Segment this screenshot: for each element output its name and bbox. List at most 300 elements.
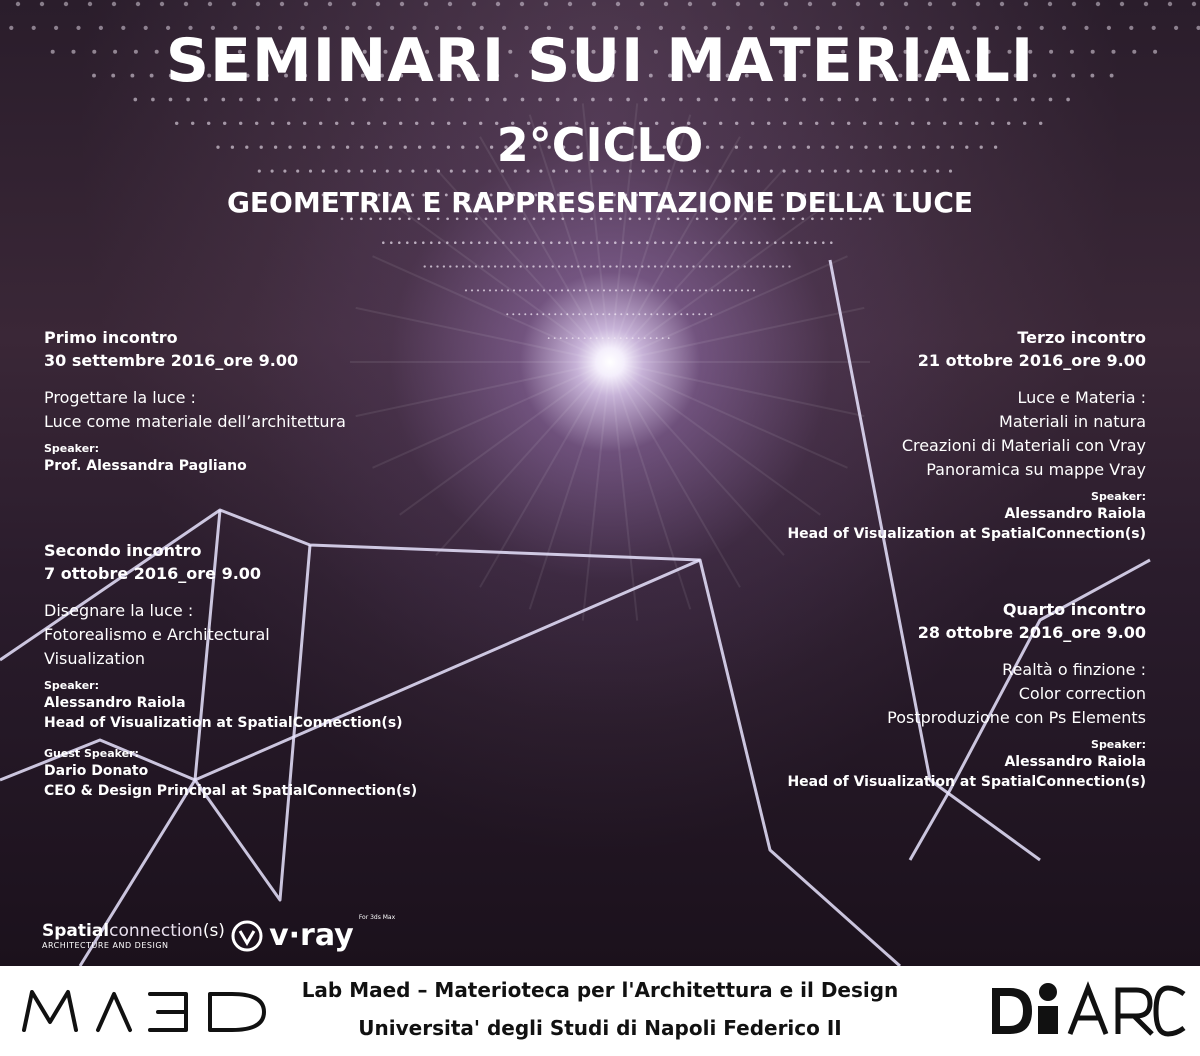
light-point — [662, 313, 664, 315]
light-point — [555, 289, 557, 291]
meeting-title: Quarto incontro — [1002, 600, 1146, 619]
light-point — [686, 313, 688, 315]
light-point — [477, 289, 479, 291]
light-point — [574, 241, 577, 244]
light-point — [808, 2, 812, 6]
light-point — [486, 241, 489, 244]
light-point — [538, 98, 542, 102]
footer-lab-name: Lab Maed – Materioteca per l'Architettura e il Design — [301, 978, 899, 1002]
light-point — [698, 313, 700, 315]
light-point — [717, 289, 719, 291]
light-point — [638, 241, 641, 244]
light-point — [503, 98, 507, 102]
light-point — [873, 98, 877, 102]
light-point — [382, 241, 385, 244]
meeting-title: Secondo incontro — [44, 541, 202, 560]
light-point — [443, 265, 445, 267]
light-point — [1120, 2, 1124, 6]
topic-line: Postproduzione con Ps Elements — [887, 708, 1146, 727]
light-point — [664, 2, 668, 6]
light-point — [133, 98, 137, 102]
light-point — [532, 265, 534, 267]
light-point — [481, 265, 483, 267]
light-point — [430, 265, 432, 267]
speaker-role: Head of Visualization at SpatialConnection(s) — [44, 715, 403, 731]
theme-title: GEOMETRIA E RAPPRESENTAZIONE DELLA LUCE — [226, 186, 974, 219]
light-point — [603, 265, 605, 267]
light-point — [572, 313, 574, 315]
light-point — [520, 2, 524, 6]
light-point — [614, 241, 617, 244]
light-point — [564, 265, 566, 267]
light-point — [741, 289, 743, 291]
light-point — [880, 2, 884, 6]
light-point — [526, 265, 528, 267]
light-point — [433, 98, 437, 102]
light-point — [814, 241, 817, 244]
light-point — [560, 313, 562, 315]
light-point — [1049, 98, 1053, 102]
diarc-logo-mark — [988, 978, 1188, 1042]
speaker-name: Prof. Alessandra Pagliano — [44, 458, 247, 474]
light-point — [548, 313, 550, 315]
vray-circle-icon — [230, 919, 264, 953]
light-point — [723, 289, 725, 291]
light-point — [239, 98, 243, 102]
topic-line: Materiali in natura — [999, 412, 1146, 431]
light-point — [518, 241, 521, 244]
light-point — [663, 289, 665, 291]
light-point — [556, 98, 560, 102]
light-point — [670, 241, 673, 244]
light-point — [667, 265, 669, 267]
light-point — [488, 265, 490, 267]
topic-line: Luce come materiale dell’architettura — [44, 412, 346, 431]
light-point — [855, 98, 859, 102]
light-point — [1144, 2, 1148, 6]
light-point — [204, 98, 208, 102]
light-point — [512, 313, 514, 315]
light-point — [680, 313, 682, 315]
light-point — [769, 265, 771, 267]
light-point — [736, 2, 740, 6]
light-point — [606, 241, 609, 244]
light-point — [928, 2, 932, 6]
light-point — [352, 2, 356, 6]
light-point — [1000, 2, 1004, 6]
light-point — [550, 241, 553, 244]
light-point — [660, 265, 662, 267]
light-point — [673, 265, 675, 267]
light-point — [798, 241, 801, 244]
light-point — [169, 98, 173, 102]
light-point — [280, 2, 284, 6]
light-point — [328, 2, 332, 6]
light-point — [256, 2, 260, 6]
topic-line: Fotorealismo e Architectural — [44, 625, 270, 644]
light-point — [699, 289, 701, 291]
light-point — [414, 241, 417, 244]
light-point — [537, 289, 539, 291]
light-point — [590, 241, 593, 244]
light-point — [571, 265, 573, 267]
light-point — [704, 313, 706, 315]
light-point — [656, 313, 658, 315]
light-point — [961, 98, 965, 102]
light-point — [400, 2, 404, 6]
light-point — [507, 265, 509, 267]
light-point — [513, 265, 515, 267]
light-point — [1031, 98, 1035, 102]
light-point — [591, 289, 593, 291]
light-point — [554, 313, 556, 315]
light-point — [1024, 2, 1028, 6]
light-point — [362, 98, 366, 102]
speaker-role: Head of Visualization at SpatialConnection(s) — [787, 526, 1146, 542]
light-point — [688, 2, 692, 6]
light-point — [526, 241, 529, 244]
light-point — [750, 241, 753, 244]
light-point — [518, 313, 520, 315]
light-point — [521, 98, 525, 102]
light-point — [88, 2, 92, 6]
light-point — [697, 98, 701, 102]
light-point — [454, 241, 457, 244]
light-point — [686, 265, 688, 267]
light-point — [679, 98, 683, 102]
light-point — [468, 98, 472, 102]
light-point — [136, 2, 140, 6]
light-point — [734, 241, 737, 244]
light-point — [578, 313, 580, 315]
spatialconnection-logo: Spatialconnection(s) ARCHITECTURE AND DESIGN — [42, 921, 225, 950]
topic-line: Creazioni di Materiali con Vray — [901, 436, 1146, 455]
light-point — [536, 313, 538, 315]
light-point — [710, 313, 712, 315]
meeting-title: Terzo incontro — [1017, 328, 1146, 347]
light-point — [890, 98, 894, 102]
light-point — [702, 241, 705, 244]
light-point — [468, 265, 470, 267]
light-point — [495, 289, 497, 291]
light-point — [232, 2, 236, 6]
light-point — [904, 2, 908, 6]
light-point — [996, 98, 1000, 102]
light-point — [729, 289, 731, 291]
light-point — [257, 98, 261, 102]
light-point — [763, 265, 765, 267]
light-point — [525, 289, 527, 291]
light-point — [534, 241, 537, 244]
light-point — [712, 2, 716, 6]
light-point — [766, 241, 769, 244]
light-point — [184, 2, 188, 6]
light-point — [802, 98, 806, 102]
light-point — [573, 289, 575, 291]
light-point — [456, 265, 458, 267]
light-point — [1013, 98, 1017, 102]
light-point — [539, 265, 541, 267]
light-point — [822, 241, 825, 244]
light-point — [292, 98, 296, 102]
light-point — [462, 265, 464, 267]
light-point — [714, 98, 718, 102]
light-point — [1048, 2, 1052, 6]
light-point — [519, 289, 521, 291]
light-point — [784, 2, 788, 6]
light-point — [782, 241, 785, 244]
topic-line: Color correction — [1018, 684, 1146, 703]
light-point — [693, 289, 695, 291]
speaker-label: Speaker: — [1091, 738, 1146, 751]
light-point — [494, 241, 497, 244]
light-point — [726, 241, 729, 244]
light-point — [596, 265, 598, 267]
cycle-title: 2°CICLO — [496, 118, 704, 172]
light-point — [753, 289, 755, 291]
speaker-label: Speaker: — [44, 442, 99, 455]
light-point — [398, 241, 401, 244]
light-point — [16, 2, 20, 6]
light-point — [609, 265, 611, 267]
light-point — [788, 265, 790, 267]
light-point — [478, 241, 481, 244]
light-point — [489, 289, 491, 291]
light-point — [424, 265, 426, 267]
light-point — [1192, 2, 1196, 6]
light-point — [64, 2, 68, 6]
light-point — [806, 241, 809, 244]
meeting-3 — [586, 326, 1146, 544]
light-point — [1072, 2, 1076, 6]
light-point — [632, 313, 634, 315]
guest-speaker-label: Guest Speaker: — [44, 747, 139, 760]
light-point — [186, 98, 190, 102]
light-point — [524, 313, 526, 315]
light-point — [40, 2, 44, 6]
light-point — [510, 241, 513, 244]
light-point — [856, 2, 860, 6]
topic-line: Panoramica su mappe Vray — [926, 460, 1146, 479]
light-point — [327, 98, 331, 102]
light-point — [590, 313, 592, 315]
light-point — [747, 289, 749, 291]
speaker-name: Alessandro Raiola — [1004, 754, 1146, 770]
light-point — [566, 241, 569, 244]
light-point — [742, 241, 745, 244]
footer-university: Universita' degli Studi di Napoli Federico II — [358, 1016, 842, 1040]
light-point — [750, 265, 752, 267]
light-point — [112, 2, 116, 6]
light-point — [462, 241, 465, 244]
light-point — [662, 241, 665, 244]
light-point — [732, 98, 736, 102]
light-point — [724, 265, 726, 267]
light-point — [558, 265, 560, 267]
light-point — [406, 241, 409, 244]
light-point — [465, 289, 467, 291]
light-point — [470, 241, 473, 244]
light-point — [422, 241, 425, 244]
light-point — [616, 265, 618, 267]
light-point — [680, 265, 682, 267]
meeting-4 — [586, 598, 1146, 792]
light-point — [657, 289, 659, 291]
speaker-role: Head of Visualization at SpatialConnection(s) — [787, 774, 1146, 790]
light-point — [756, 265, 758, 267]
light-point — [668, 313, 670, 315]
topic-line: Visualization — [44, 649, 146, 668]
guest-speaker-name: Dario Donato — [44, 763, 149, 779]
light-point — [943, 98, 947, 102]
meeting-date: 28 ottobre 2016_ore 9.00 — [917, 623, 1146, 642]
light-point — [654, 265, 656, 267]
light-point — [424, 2, 428, 6]
light-point — [590, 265, 592, 267]
light-point — [579, 289, 581, 291]
light-point — [430, 241, 433, 244]
light-point — [450, 98, 454, 102]
light-point — [609, 289, 611, 291]
light-point — [309, 98, 313, 102]
vray-logo: v·ray $^{For 3ds Max}$ — [230, 918, 395, 953]
light-point — [925, 98, 929, 102]
light-point — [635, 265, 637, 267]
light-point — [1096, 2, 1100, 6]
light-point — [626, 98, 630, 102]
light-point — [705, 265, 707, 267]
light-point — [584, 265, 586, 267]
light-point — [627, 289, 629, 291]
light-point — [566, 337, 568, 339]
speaker-label: Speaker: — [1091, 490, 1146, 503]
seminar-title: SEMINARI SUI MATERIALI — [165, 26, 1035, 96]
light-point — [644, 313, 646, 315]
light-point — [694, 241, 697, 244]
light-point — [608, 313, 610, 315]
light-point — [654, 241, 657, 244]
light-point — [621, 289, 623, 291]
light-point — [1066, 98, 1070, 102]
meeting-title: Primo incontro — [44, 328, 178, 347]
speaker-name: Alessandro Raiola — [1004, 506, 1146, 522]
light-point — [782, 265, 784, 267]
light-point — [1168, 2, 1172, 6]
meeting-2 — [44, 539, 564, 801]
light-point — [592, 2, 596, 6]
light-point — [731, 265, 733, 267]
light-point — [661, 98, 665, 102]
light-point — [496, 2, 500, 6]
light-point — [520, 265, 522, 267]
light-point — [758, 241, 761, 244]
light-point — [483, 289, 485, 291]
light-point — [622, 265, 624, 267]
light-point — [952, 2, 956, 6]
light-point — [620, 313, 622, 315]
light-point — [749, 98, 753, 102]
meeting-1 — [44, 326, 564, 476]
light-point — [572, 337, 574, 339]
light-point — [628, 265, 630, 267]
light-point — [558, 241, 561, 244]
light-point — [436, 265, 438, 267]
speaker-name: Alessandro Raiola — [44, 695, 186, 711]
light-point — [785, 98, 789, 102]
light-point — [151, 98, 155, 102]
light-point — [630, 241, 633, 244]
light-point — [561, 289, 563, 291]
light-point — [494, 265, 496, 267]
light-point — [686, 241, 689, 244]
topic-line: Realtà o finzione : — [1002, 660, 1146, 679]
meeting-date: 21 ottobre 2016_ore 9.00 — [917, 351, 1146, 370]
light-point — [776, 265, 778, 267]
light-point — [640, 2, 644, 6]
light-point — [544, 2, 548, 6]
light-point — [438, 241, 441, 244]
light-point — [568, 2, 572, 6]
light-point — [669, 289, 671, 291]
light-point — [645, 289, 647, 291]
light-point — [710, 241, 713, 244]
light-point — [160, 2, 164, 6]
guest-speaker-role: CEO & Design Principal at SpatialConnection(s) — [44, 783, 418, 799]
light-point — [390, 241, 393, 244]
light-point — [597, 289, 599, 291]
topic-line: Progettare la luce : — [44, 388, 196, 407]
light-point — [531, 289, 533, 291]
light-point — [609, 98, 613, 102]
light-point — [472, 2, 476, 6]
light-point — [500, 265, 502, 267]
light-point — [908, 98, 912, 102]
light-point — [376, 2, 380, 6]
light-point — [596, 313, 598, 315]
light-point — [397, 98, 401, 102]
light-point — [530, 313, 532, 315]
light-point — [978, 98, 982, 102]
light-point — [345, 98, 349, 102]
speaker-label: Speaker: — [44, 679, 99, 692]
diarc-logo — [988, 978, 1188, 1046]
light-point — [639, 289, 641, 291]
light-point — [449, 265, 451, 267]
light-point — [767, 98, 771, 102]
light-point — [837, 98, 841, 102]
light-point — [573, 98, 577, 102]
light-point — [501, 289, 503, 291]
light-point — [485, 98, 489, 102]
light-point — [832, 2, 836, 6]
light-point — [648, 265, 650, 267]
light-point — [591, 98, 595, 102]
meeting-date: 7 ottobre 2016_ore 9.00 — [44, 564, 262, 583]
light-point — [448, 2, 452, 6]
light-point — [616, 2, 620, 6]
light-point — [415, 98, 419, 102]
light-point — [584, 313, 586, 315]
light-point — [549, 289, 551, 291]
light-point — [699, 265, 701, 267]
light-point — [735, 289, 737, 291]
topic-line: Luce e Materia : — [1017, 388, 1146, 407]
light-point — [830, 241, 833, 244]
light-point — [687, 289, 689, 291]
light-point — [760, 2, 764, 6]
light-point — [582, 241, 585, 244]
light-point — [712, 265, 714, 267]
